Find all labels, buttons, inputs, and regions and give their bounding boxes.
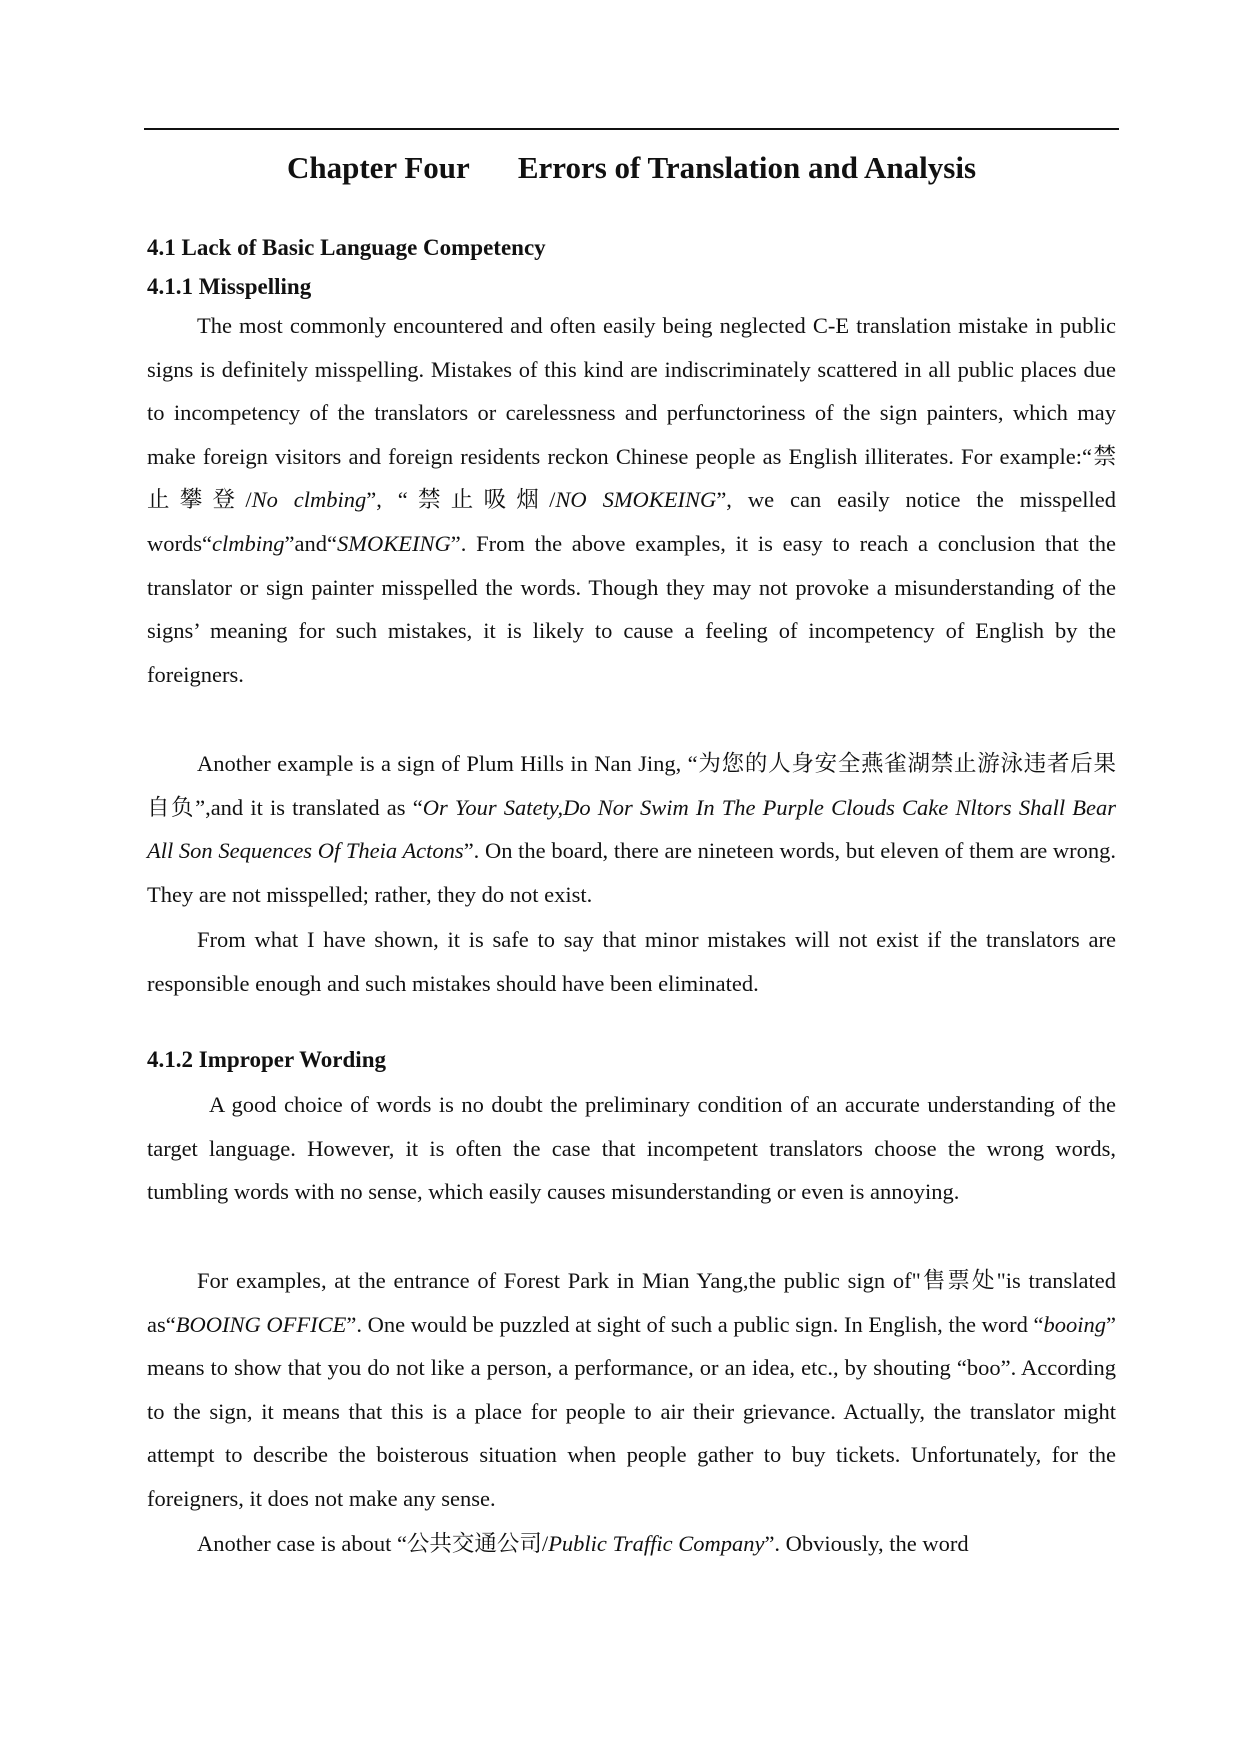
paragraph-misspelling-3 bbox=[147, 918, 1116, 1005]
text-run: ”and“ bbox=[284, 530, 337, 556]
text-run: ”. One would be puzzled at sight of such a public sign. In English, the word “ bbox=[346, 1311, 1044, 1337]
paragraph-wording-3 bbox=[147, 1522, 1116, 1566]
section-heading-4-1-1: 4.1.1 Misspelling bbox=[147, 274, 312, 299]
italic-run: clmbing bbox=[211, 530, 285, 556]
paragraph-wording-1 bbox=[147, 1083, 1116, 1214]
text-run: Another example is a sign of Plum Hills in Nan Jing, “为您的人身安全燕雀湖禁止游泳违者后果自负”,and it is translated as “ bbox=[147, 751, 1116, 820]
text-run: Another case is about “公共交通公司/ bbox=[197, 1531, 549, 1556]
italic-run: NO SMOKEING bbox=[555, 487, 717, 513]
text-run: ”. From the above examples, it is easy to reach a conclusion that the translator or sign painter misspelled the words. Though they may not provoke a misunderstanding of the signs’ meaning for such mistakes, it is likely to cause a feeling of incompetency of English by the foreigners. bbox=[147, 530, 1116, 687]
italic-run: BOOING OFFICE bbox=[175, 1311, 347, 1337]
section-heading-4-1: 4.1 Lack of Basic Language Competency bbox=[147, 235, 546, 260]
text-run: ”. On the board, there are nineteen words, but eleven of them are wrong. They are not misspelled; rather, they do not exist. bbox=[147, 838, 1117, 907]
header-rule bbox=[144, 128, 1119, 130]
paragraph-wording-2 bbox=[147, 1259, 1116, 1521]
italic-run: booing bbox=[1043, 1311, 1106, 1337]
paragraph-misspelling-1 bbox=[147, 304, 1116, 696]
chapter-title-text: Errors of Translation and Analysis bbox=[517, 150, 977, 185]
chapter-number: Chapter Four bbox=[286, 150, 470, 185]
italic-run: No clmbing bbox=[251, 487, 367, 513]
text-run: From what I have shown, it is safe to say that minor mistakes will not exist if the translators are responsible enough and such mistakes should have been eliminated. bbox=[147, 927, 1116, 996]
text-run: The most commonly encountered and often easily being neglected C-E translation mistake in public signs is definitely misspelling. Mistakes of this kind are indiscriminately scattered in all public places due to incompetency of the translators or carelessness and perfunctoriness of the sign painters, which may make foreign visitors and foreign residents reckon Chinese people as English illiterates. For example:“禁止攀登/ bbox=[147, 313, 1116, 513]
text-run: ”. Obviously, the word bbox=[764, 1531, 969, 1556]
text-run: For examples, at the entrance of Forest Park in Mian Yang,the public sign of"售票处"is translated as“ bbox=[147, 1268, 1116, 1337]
text-run: ”, we can easily notice the misspelled words“ bbox=[147, 487, 1116, 556]
section-heading-4-1-2: 4.1.2 Improper Wording bbox=[147, 1047, 386, 1072]
text-run: ” means to show that you do not like a person, a performance, or an idea, etc., by shouting “boo”. According to the sign, it means that this is a place for people to air their grievance. Actually, the translator might attempt to describe the boisterous situation when people gather to buy tickets. Unfortunately, for the foreigners, it does not make any sense. bbox=[147, 1311, 1116, 1511]
italic-run: Or Your Satety,Do Nor Swim In The Purple Clouds Cake Nltors Shall Bear All Son Sequences Of Theia Actons bbox=[147, 794, 1116, 864]
text-run: A good choice of words is no doubt the preliminary condition of an accurate understanding of the target language. However, it is often the case that incompetent translators choose the wrong words, tumbling words with no sense, which easily causes misunderstanding or even is annoying. bbox=[147, 1092, 1116, 1205]
chapter-title bbox=[144, 148, 1119, 188]
italic-run: Public Traffic Company bbox=[548, 1531, 765, 1556]
paragraph-misspelling-2 bbox=[147, 742, 1116, 916]
italic-run: SMOKEING bbox=[336, 530, 451, 556]
text-run: ”, “禁止吸烟/ bbox=[366, 487, 556, 513]
